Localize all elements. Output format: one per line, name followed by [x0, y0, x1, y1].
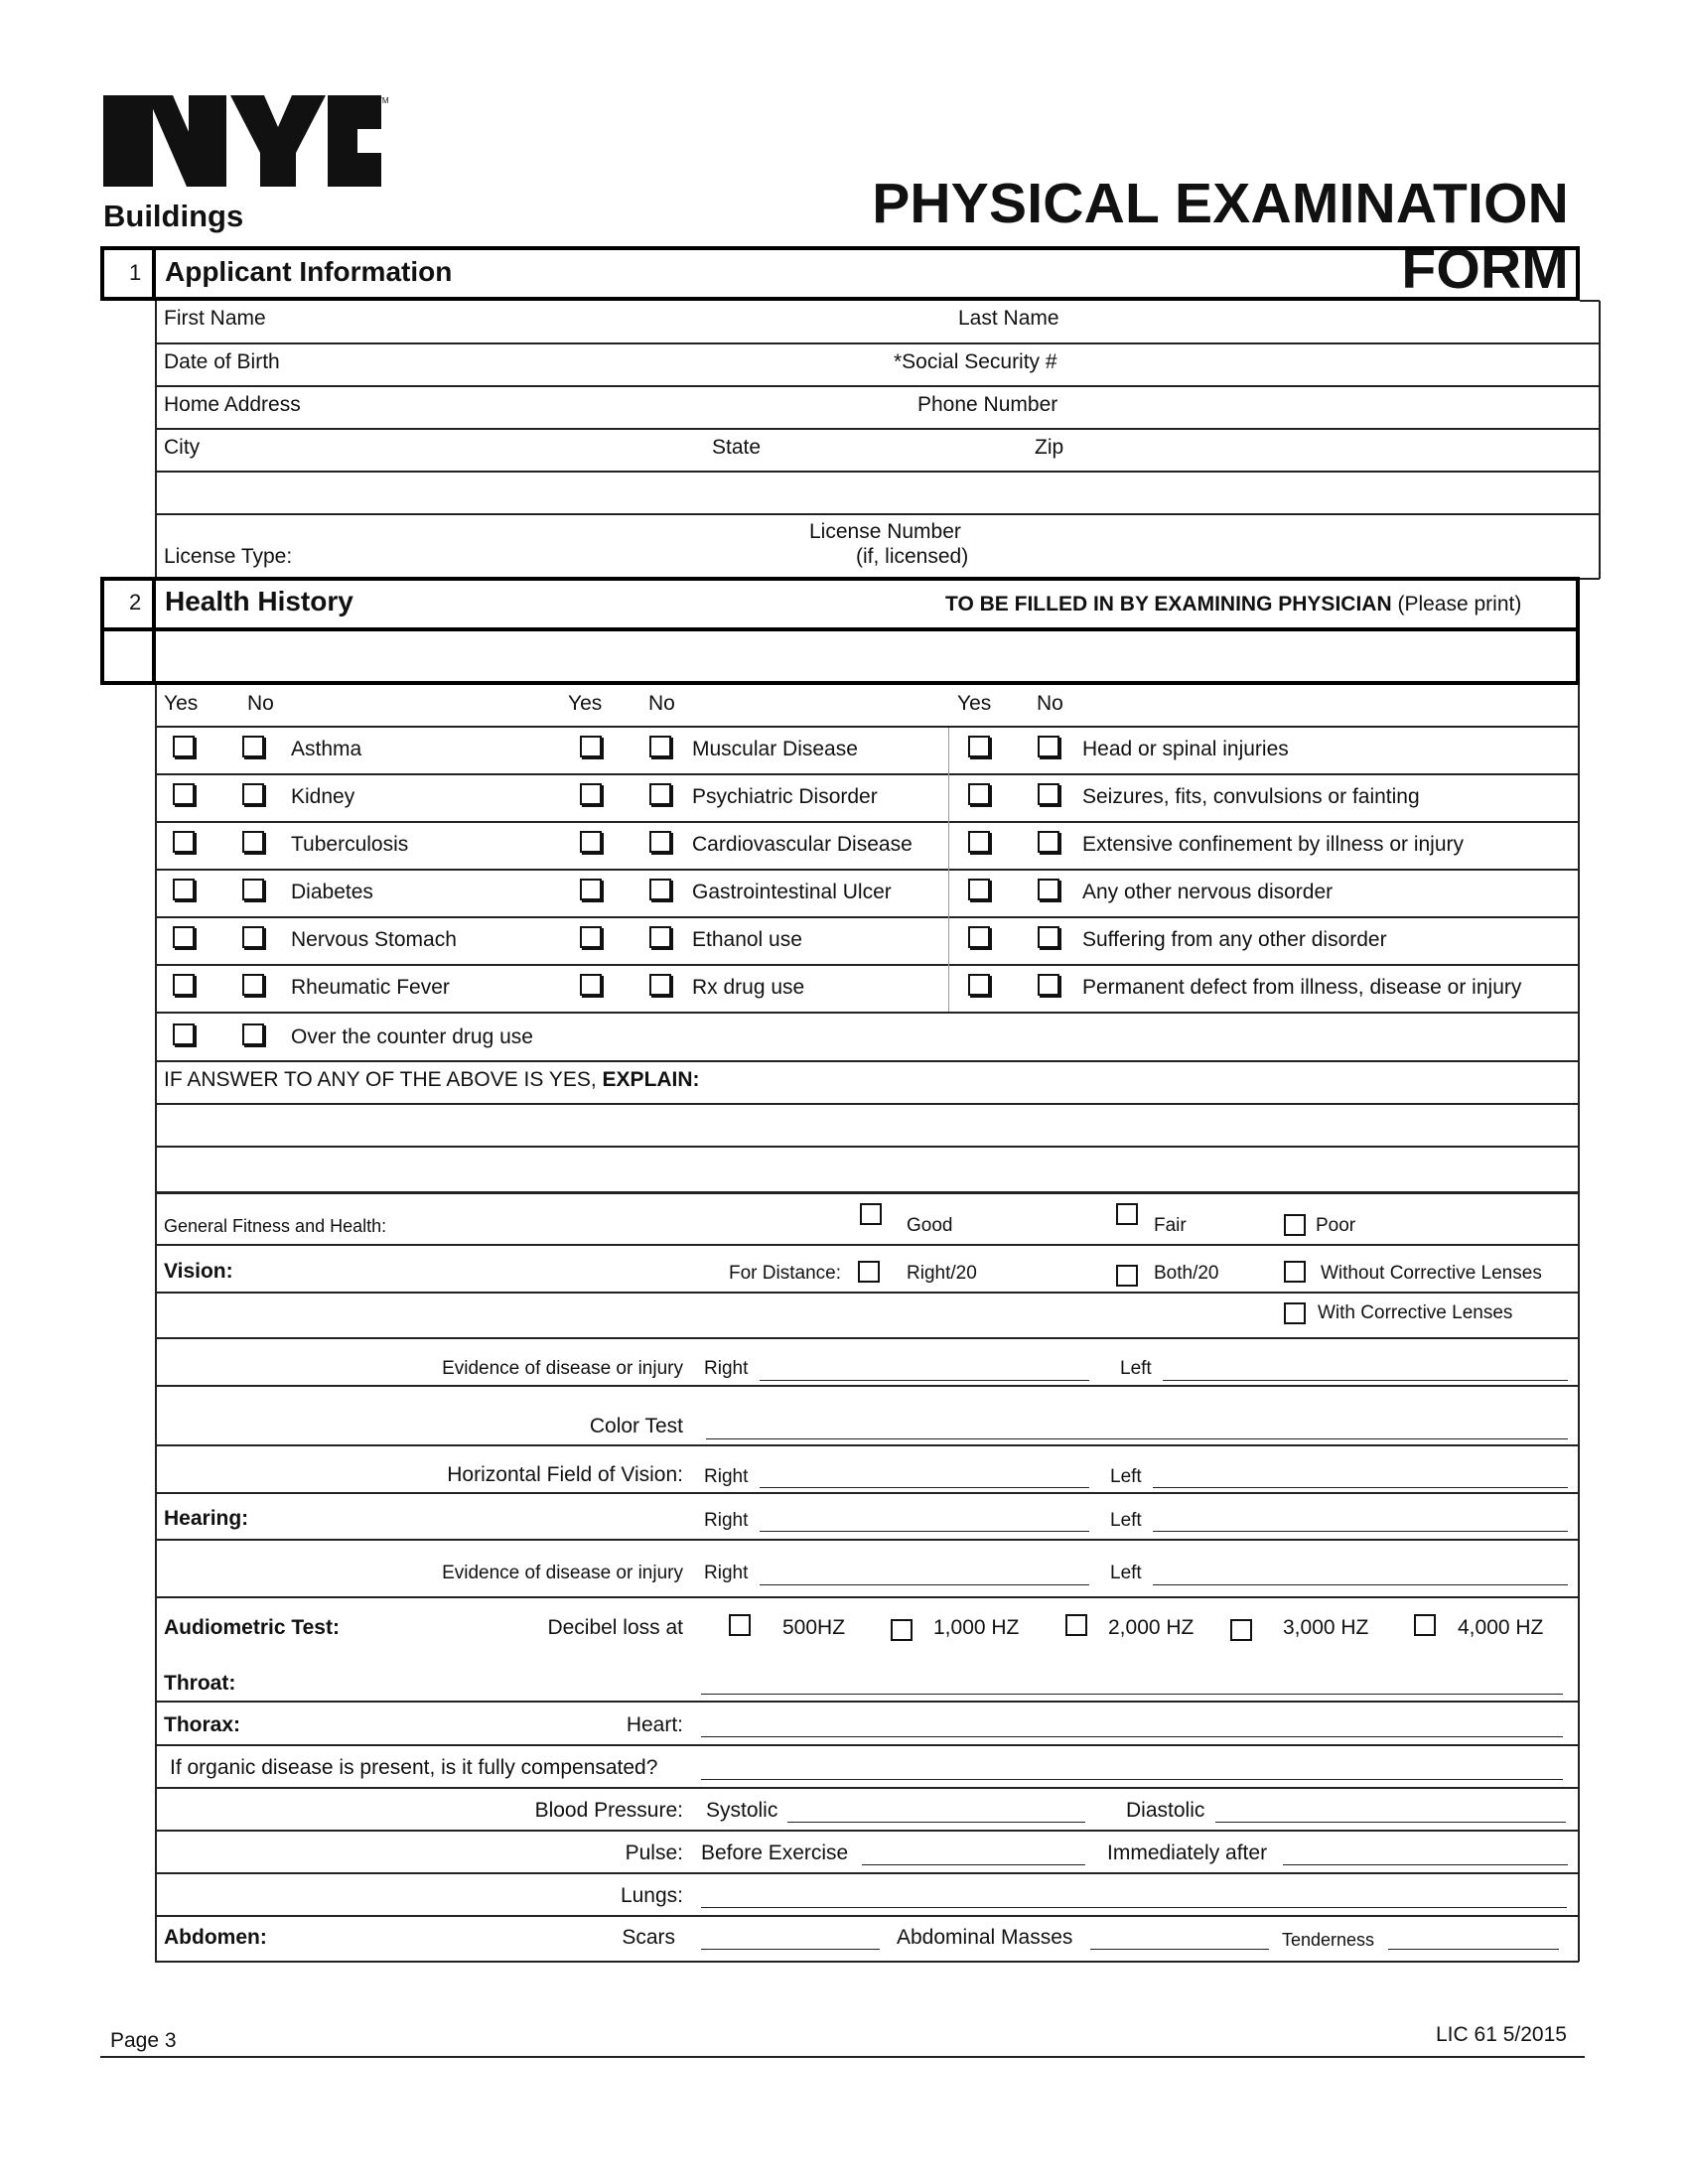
no-checkbox[interactable]	[1038, 736, 1059, 757]
tenderness-label: Tenderness	[1282, 1930, 1375, 1950]
condition-label: Diabetes	[291, 881, 373, 903]
no-checkbox[interactable]	[242, 879, 264, 900]
yes-checkbox[interactable]	[580, 926, 602, 948]
immediately-after-label: Immediately after	[1107, 1842, 1268, 1864]
without-lenses-label: Without Corrective Lenses	[1321, 1263, 1542, 1284]
no-checkbox[interactable]	[242, 1024, 264, 1045]
organic-field[interactable]	[701, 1779, 1563, 1780]
yes-checkbox[interactable]	[580, 879, 602, 900]
no-checkbox[interactable]	[1038, 974, 1059, 996]
hearing-evidence-left-field[interactable]	[1153, 1584, 1568, 1585]
yes-checkbox[interactable]	[968, 926, 990, 948]
yes-header-2: Yes	[568, 692, 603, 715]
condition-label: Head or spinal injuries	[1082, 738, 1289, 760]
yes-checkbox[interactable]	[173, 736, 195, 757]
systolic-field[interactable]	[787, 1822, 1085, 1823]
yes-checkbox[interactable]	[173, 831, 195, 853]
no-checkbox[interactable]	[242, 783, 264, 805]
dob-label: Date of Birth	[164, 350, 280, 373]
section1-number: 1	[129, 260, 142, 285]
condition-label: Muscular Disease	[692, 738, 858, 760]
abdominal-masses-label: Abdominal Masses	[897, 1926, 1073, 1949]
no-checkbox[interactable]	[649, 831, 671, 853]
hearing-evidence-label: Evidence of disease or injury	[442, 1563, 683, 1583]
last-name-label: Last Name	[958, 307, 1059, 330]
zip-label: Zip	[1035, 436, 1064, 459]
yes-header-3: Yes	[957, 692, 992, 715]
yes-checkbox[interactable]	[580, 736, 602, 757]
form-title: PHYSICAL EXAMINATION FORM	[872, 172, 1569, 301]
lungs-label: Lungs:	[620, 1884, 683, 1907]
good-label: Good	[907, 1215, 953, 1236]
condition-label: Tuberculosis	[291, 833, 409, 856]
heart-field[interactable]	[701, 1736, 1563, 1737]
condition-label: Gastrointestinal Ulcer	[692, 881, 892, 903]
frequency-checkbox[interactable]	[1065, 1614, 1087, 1636]
frequency-label: 3,000 HZ	[1283, 1616, 1369, 1639]
color-test-field[interactable]	[706, 1438, 1568, 1439]
yes-checkbox[interactable]	[968, 974, 990, 996]
yes-checkbox[interactable]	[580, 974, 602, 996]
without-lenses-checkbox[interactable]	[1284, 1261, 1306, 1283]
hearing-left-label: Left	[1110, 1510, 1142, 1531]
no-checkbox[interactable]	[242, 926, 264, 948]
horizontal-left-label: Left	[1110, 1466, 1142, 1487]
with-lenses-label: With Corrective Lenses	[1318, 1302, 1513, 1323]
hearing-left-field[interactable]	[1153, 1531, 1568, 1532]
audiometric-label: Audiometric Test:	[164, 1616, 340, 1639]
no-header-3: No	[1037, 692, 1063, 715]
right20-label: Right/20	[907, 1263, 977, 1284]
vision-evidence-left-field[interactable]	[1163, 1380, 1568, 1381]
diastolic-label: Diastolic	[1126, 1799, 1205, 1822]
frequency-label: 4,000 HZ	[1458, 1616, 1544, 1639]
license-number-sub: (if, licensed)	[856, 545, 969, 568]
yes-checkbox[interactable]	[580, 783, 602, 805]
abdominal-masses-field[interactable]	[1090, 1949, 1269, 1950]
bp-label: Blood Pressure:	[534, 1799, 683, 1822]
form-code: LIC 61 5/2015	[1436, 2023, 1567, 2046]
hearing-label: Hearing:	[164, 1507, 249, 1530]
home-address-label: Home Address	[164, 393, 301, 416]
condition-label: Permanent defect from illness, disease or injury	[1082, 976, 1522, 999]
hearing-right-field[interactable]	[760, 1531, 1089, 1532]
vision-evidence-right-label: Right	[704, 1358, 749, 1379]
ssn-label: *Social Security #	[894, 350, 1057, 373]
heart-label: Heart:	[626, 1713, 683, 1736]
fair-checkbox[interactable]	[1116, 1203, 1138, 1225]
license-type-label: License Type:	[164, 545, 293, 568]
frequency-checkbox[interactable]	[1230, 1619, 1252, 1641]
frequency-checkbox[interactable]	[1414, 1614, 1436, 1636]
state-label: State	[712, 436, 762, 459]
condition-label: Extensive confinement by illness or injury	[1082, 833, 1465, 856]
condition-label: Rheumatic Fever	[291, 976, 450, 999]
yes-checkbox[interactable]	[580, 831, 602, 853]
frequency-checkbox[interactable]	[729, 1614, 751, 1636]
before-exercise-field[interactable]	[862, 1864, 1085, 1865]
no-checkbox[interactable]	[649, 974, 671, 996]
diastolic-field[interactable]	[1215, 1822, 1566, 1823]
no-checkbox[interactable]	[649, 879, 671, 900]
fair-label: Fair	[1154, 1215, 1187, 1236]
no-checkbox[interactable]	[242, 974, 264, 996]
section2-blank-row	[100, 627, 1580, 685]
logo-subtext: Buildings	[103, 199, 244, 233]
city-label: City	[164, 436, 201, 459]
no-checkbox[interactable]	[649, 736, 671, 757]
no-checkbox[interactable]	[242, 736, 264, 757]
yes-header-1: Yes	[164, 692, 199, 715]
both20-checkbox[interactable]	[1116, 1265, 1138, 1287]
condition-label: Seizures, fits, convulsions or fainting	[1082, 785, 1420, 808]
no-checkbox[interactable]	[242, 831, 264, 853]
no-checkbox[interactable]	[1038, 783, 1059, 805]
color-test-label: Color Test	[589, 1415, 683, 1437]
immediately-after-field[interactable]	[1283, 1864, 1568, 1865]
condition-label: Cardiovascular Disease	[692, 833, 913, 856]
explain-label: IF ANSWER TO ANY OF THE ABOVE IS YES, EXPLAIN:	[164, 1068, 700, 1091]
condition-label: Over the counter drug use	[291, 1025, 533, 1048]
section2-title: Health History	[165, 586, 353, 616]
page-number: Page 3	[110, 2029, 177, 2052]
section2-number: 2	[129, 590, 142, 614]
throat-label: Throat:	[164, 1672, 236, 1695]
no-checkbox[interactable]	[1038, 831, 1059, 853]
decibel-label: Decibel loss at	[547, 1616, 683, 1639]
yes-checkbox[interactable]	[173, 974, 195, 996]
condition-label: Psychiatric Disorder	[692, 785, 878, 808]
yes-checkbox[interactable]	[173, 1024, 195, 1045]
condition-label: Nervous Stomach	[291, 928, 457, 951]
scars-field[interactable]	[701, 1949, 880, 1950]
no-checkbox[interactable]	[649, 783, 671, 805]
throat-field[interactable]	[701, 1694, 1563, 1695]
frequency-checkbox[interactable]	[891, 1619, 913, 1641]
hearing-evidence-right-field[interactable]	[760, 1584, 1089, 1585]
first-name-label: First Name	[164, 307, 266, 330]
physician-note: TO BE FILLED IN BY EXAMINING PHYSICIAN (Please print)	[945, 593, 1522, 615]
yes-checkbox[interactable]	[968, 831, 990, 853]
condition-label: Suffering from any other disorder	[1082, 928, 1387, 951]
yes-checkbox[interactable]	[173, 879, 195, 900]
for-distance-label: For Distance:	[729, 1263, 841, 1284]
no-header-2: No	[648, 692, 675, 715]
horizontal-right-field[interactable]	[760, 1487, 1089, 1488]
horizontal-field-label: Horizontal Field of Vision:	[447, 1463, 683, 1486]
condition-label: Asthma	[291, 738, 362, 760]
frequency-label: 500HZ	[782, 1616, 846, 1639]
vision-evidence-label: Evidence of disease or injury	[442, 1358, 683, 1379]
poor-checkbox[interactable]	[1284, 1214, 1306, 1236]
yes-checkbox[interactable]	[968, 879, 990, 900]
poor-label: Poor	[1316, 1215, 1356, 1236]
thorax-label: Thorax:	[164, 1713, 241, 1736]
fitness-label: General Fitness and Health:	[164, 1216, 387, 1236]
condition-label: Kidney	[291, 785, 355, 808]
section1-title: Applicant Information	[165, 256, 453, 287]
horizontal-right-label: Right	[704, 1466, 749, 1487]
vision-evidence-left-label: Left	[1120, 1358, 1152, 1379]
condition-label: Ethanol use	[692, 928, 802, 951]
both20-label: Both/20	[1154, 1263, 1219, 1284]
right20-checkbox[interactable]	[858, 1261, 880, 1283]
systolic-label: Systolic	[706, 1799, 778, 1822]
scars-label: Scars	[622, 1926, 675, 1949]
vision-evidence-right-field[interactable]	[760, 1380, 1089, 1381]
frequency-label: 1,000 HZ	[933, 1616, 1020, 1639]
organic-label: If organic disease is present, is it fully compensated?	[170, 1756, 658, 1779]
svg-text:TM: TM	[377, 96, 389, 105]
vision-label: Vision:	[164, 1260, 233, 1283]
before-exercise-label: Before Exercise	[701, 1842, 849, 1864]
no-checkbox[interactable]	[1038, 926, 1059, 948]
license-number-label: License Number	[809, 520, 961, 543]
nyc-buildings-logo	[103, 95, 387, 234]
hearing-evidence-right-label: Right	[704, 1563, 749, 1583]
tenderness-field[interactable]	[1388, 1949, 1559, 1950]
condition-label: Rx drug use	[692, 976, 805, 999]
no-header-1: No	[247, 692, 274, 715]
with-lenses-checkbox[interactable]	[1284, 1302, 1306, 1324]
horizontal-left-field[interactable]	[1153, 1487, 1568, 1488]
good-checkbox[interactable]	[860, 1203, 882, 1225]
abdomen-label: Abdomen:	[164, 1926, 267, 1949]
yes-checkbox[interactable]	[968, 783, 990, 805]
pulse-label: Pulse:	[625, 1842, 683, 1864]
no-checkbox[interactable]	[1038, 879, 1059, 900]
hearing-right-label: Right	[704, 1510, 749, 1531]
yes-checkbox[interactable]	[968, 736, 990, 757]
condition-label: Any other nervous disorder	[1082, 881, 1334, 903]
hearing-evidence-left-label: Left	[1110, 1563, 1142, 1583]
frequency-label: 2,000 HZ	[1108, 1616, 1195, 1639]
yes-checkbox[interactable]	[173, 783, 195, 805]
yes-checkbox[interactable]	[173, 926, 195, 948]
no-checkbox[interactable]	[649, 926, 671, 948]
lungs-field[interactable]	[701, 1907, 1567, 1908]
phone-label: Phone Number	[917, 393, 1058, 416]
